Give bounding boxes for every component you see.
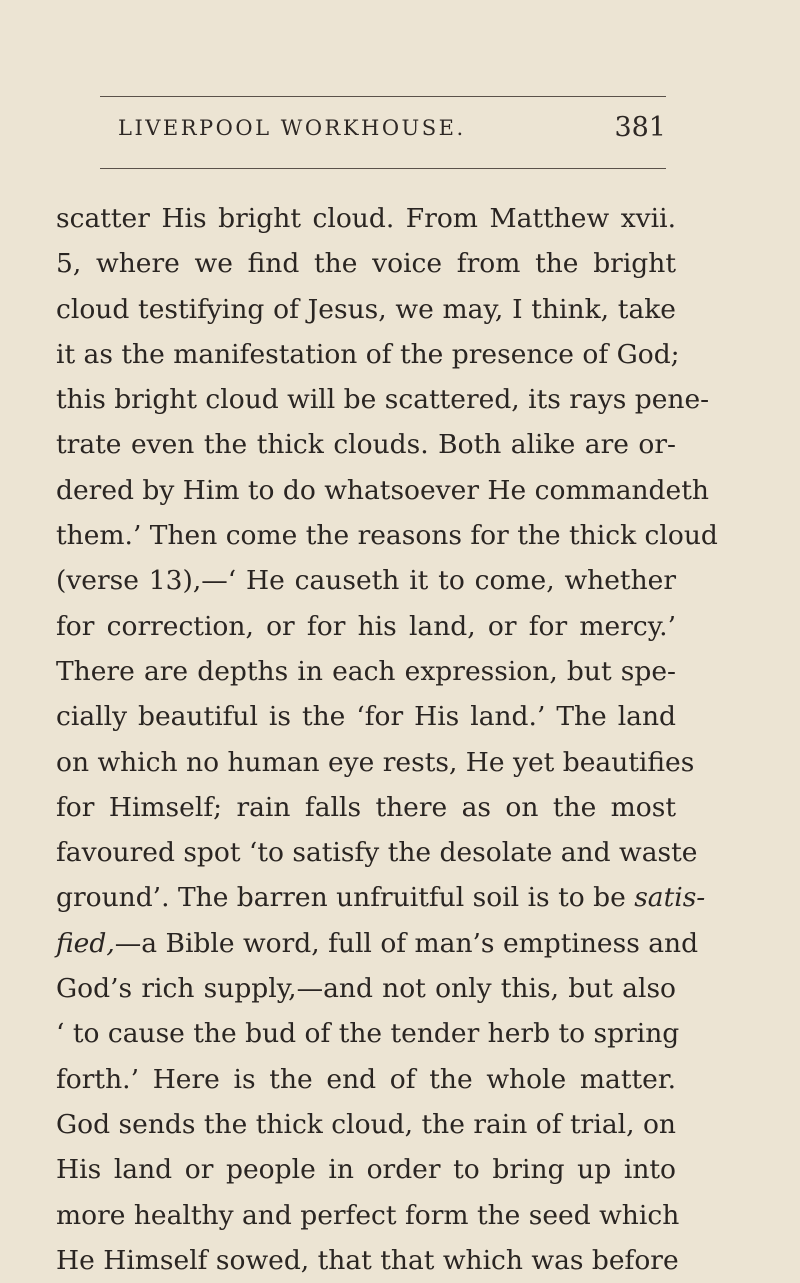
body-text [56, 196, 718, 1283]
text-line: 5, where we find the voice from the bright [56, 248, 676, 280]
italic-word: satis- [634, 882, 706, 914]
text-line: on which no human eye rests, He yet beautifies [56, 746, 695, 778]
text-line: this bright cloud will be scattered, its rays pene- [56, 384, 710, 416]
text-line: There are depths in each expression, but spe- [56, 655, 676, 687]
text-line: God’s rich supply,—and not only this, but also [56, 973, 676, 1005]
page-number: 381 [614, 112, 666, 143]
text-line: for correction, or for his land, or for mercy.’ [56, 610, 676, 642]
text-line: it as the manifestation of the presence of God; [56, 338, 680, 370]
text-line: (verse 13),—‘ He causeth it to come, whether [56, 565, 676, 597]
running-head: LIVERPOOL WORKHOUSE. [118, 116, 466, 140]
text-line: more healthy and perfect form the seed which [56, 1199, 680, 1231]
page-header [100, 112, 666, 152]
text-line: dered by Him to do whatsoever He commandeth [56, 474, 709, 506]
header-bottom-rule [100, 168, 666, 169]
text-segment: ground’. The barren unfruitful soil is to be [56, 882, 626, 914]
text-line: ‘ to cause the bud of the tender herb to spring [56, 1018, 680, 1050]
text-line: His land or people in order to bring up into [56, 1154, 676, 1186]
text-line: favoured spot ‘to satisfy the desolate and waste [56, 837, 698, 869]
text-line: cloud testifying of Jesus, we may, I think, take [56, 293, 676, 325]
text-line-with-italic [56, 875, 706, 920]
text-line-with-italic [56, 921, 699, 966]
text-line: trate even the thick clouds. Both alike are or- [56, 429, 676, 461]
text-line: He Himself sowed, that that which was before [56, 1244, 679, 1276]
text-line: forth.’ Here is the end of the whole matter. [56, 1063, 676, 1095]
text-line: them.’ Then come the reasons for the thick cloud [56, 520, 718, 552]
text-line: scatter His bright cloud. From Matthew xvii. [56, 203, 676, 234]
italic-word: fied, [56, 927, 115, 959]
header-top-rule [100, 96, 666, 97]
text-line: for Himself; rain falls there as on the most [56, 791, 676, 823]
text-line: cially beautiful is the ‘for His land.’ The land [56, 701, 676, 733]
text-line: God sends the thick cloud, the rain of trial, on [56, 1108, 676, 1140]
text-segment: —a Bible word, full of man’s emptiness and [114, 927, 699, 959]
